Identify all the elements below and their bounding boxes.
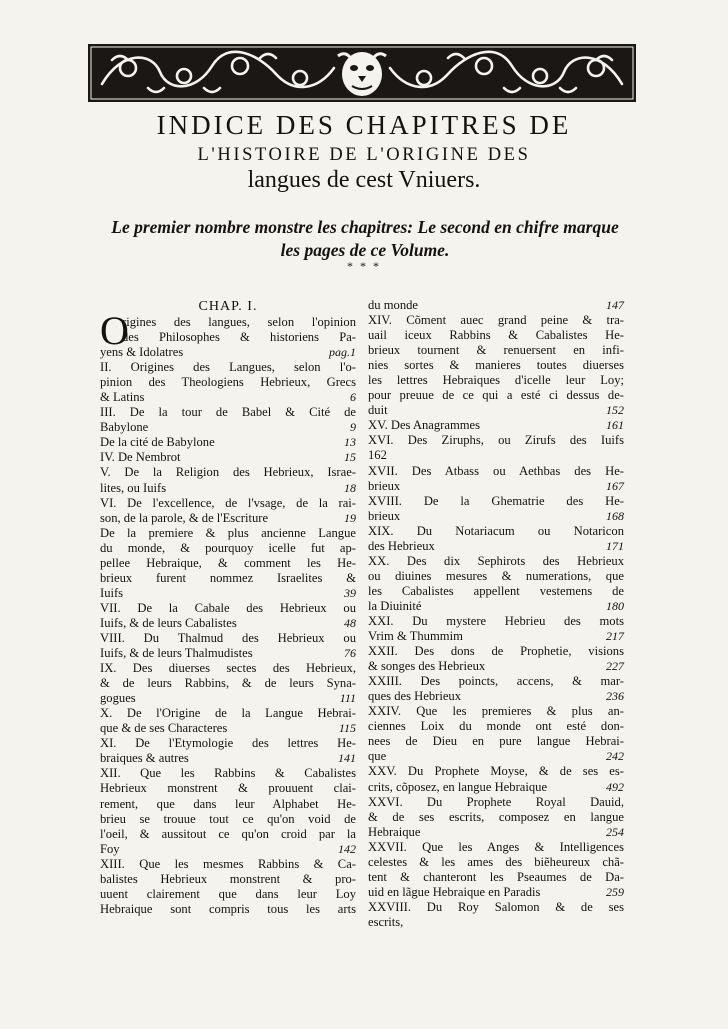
entry-text: Iuifs <box>100 585 124 600</box>
page-number: 259 <box>606 884 624 899</box>
entry-text: uuent clairement que dans leur Loy <box>100 886 356 901</box>
page-number: 15 <box>344 450 356 465</box>
page-number: 236 <box>606 689 624 704</box>
toc-entry-line <box>368 599 624 614</box>
entry-text: yens & Idolatres <box>100 345 184 360</box>
toc-entry-line <box>368 825 624 840</box>
toc-entry-line <box>100 526 356 541</box>
toc-entry-line <box>368 448 624 463</box>
toc-entry-line <box>100 781 356 796</box>
entry-text: XXVIII. Du Roy Salomon & de ses <box>368 899 624 914</box>
entry-text: Iuifs, & de leurs Cabalistes <box>100 615 237 630</box>
toc-entry-line <box>100 481 356 496</box>
entry-text: Hebrieux monstrent & prouuent clai- <box>100 781 356 796</box>
toc-entry-line <box>100 345 356 360</box>
page-number: 39 <box>344 585 356 600</box>
entry-text: Hebraique sont compris tous les arts <box>100 901 356 916</box>
toc-entry-line <box>368 885 624 900</box>
entry-text: Babylone <box>100 420 149 435</box>
toc-entry-line <box>368 418 624 433</box>
toc-entry-line <box>368 298 624 313</box>
toc-entry-line <box>100 496 356 511</box>
toc-entry-line <box>100 872 356 887</box>
toc-entry-line <box>100 721 356 736</box>
entry-text: pellee Hebraique, & comment les He- <box>100 555 356 570</box>
toc-entry-line <box>100 706 356 721</box>
toc-entry-line <box>368 328 624 343</box>
entry-text: brieux tournent & renuersent en infi- <box>368 343 624 358</box>
toc-entry-line <box>100 902 356 917</box>
toc-entry-line <box>368 644 624 659</box>
toc-entry-line <box>100 405 356 420</box>
entry-text: que & de ses Characteres <box>100 721 228 736</box>
entry-text: & de leurs Rabbins, & de leurs Syna- <box>100 676 356 691</box>
toc-entry-line <box>100 631 356 646</box>
entry-text: braiques & autres <box>100 751 189 766</box>
entry-text: brieux furent nommez Israelites & <box>100 570 356 585</box>
page-number: 180 <box>606 598 624 613</box>
toc-entry-line <box>368 915 624 930</box>
toc-entry-line <box>100 390 356 405</box>
page-number: 152 <box>606 403 624 418</box>
entry-text: brieu se trouue tout ce qu'on void de <box>100 811 356 826</box>
toc-entry-line <box>100 556 356 571</box>
toc-entry-line <box>368 704 624 719</box>
toc-entry-line <box>100 827 356 842</box>
entry-text: XXVII. Que les Anges & Intelligences <box>368 839 624 854</box>
toc-entry-line <box>368 764 624 779</box>
page-number: 161 <box>606 418 624 433</box>
drop-cap: O <box>100 308 129 353</box>
entry-text: les lettres Hebraiques d'icelle leur Loy; <box>368 373 624 388</box>
entry-text: que <box>368 749 387 764</box>
entry-text: 162 <box>368 448 387 463</box>
right-column <box>368 298 624 930</box>
entry-text: Hebraique <box>368 824 421 839</box>
page-number: 18 <box>344 480 356 495</box>
title-line-3: langues de cest Vniuers. <box>247 167 481 193</box>
entry-text: Iuifs, & de leurs Thalmudistes <box>100 646 253 661</box>
toc-entry-line <box>368 629 624 644</box>
chapter-heading: CHAP. I. <box>198 299 258 314</box>
page-number: 48 <box>344 615 356 630</box>
entry-text: son, de la parole, & de l'Escriture <box>100 510 269 525</box>
entry-text: XXIV. Que les premieres & plus an- <box>368 704 624 719</box>
page-number: 111 <box>339 691 356 706</box>
toc-entry-line <box>100 766 356 781</box>
toc-entry-line <box>100 375 356 390</box>
ornamental-headpiece <box>88 44 636 102</box>
page-number: 147 <box>606 298 624 312</box>
entry-text: Foy <box>100 841 120 856</box>
toc-entry-line <box>368 719 624 734</box>
page-number: 217 <box>606 629 624 644</box>
toc-entry-line <box>368 539 624 554</box>
subtitle: Le premier nombre monstre les chapitres: Le second en chifre marque les pages de ce Volume. <box>111 217 619 260</box>
entry-text: & songes des Hebrieux <box>368 659 486 674</box>
entry-text: la Diuinité <box>368 598 422 613</box>
toc-entry-line <box>368 614 624 629</box>
page-number: 19 <box>344 510 356 525</box>
entry-text: XV. Des Anagrammes <box>368 418 481 433</box>
entry-text: XXIII. Des poincts, accens, & mar- <box>368 674 624 689</box>
entry-text: balistes Hebrieux monstrent & pro- <box>100 871 356 886</box>
left-column <box>100 298 356 917</box>
entry-text: rigines des langues, selon l'opinion <box>122 315 356 329</box>
toc-entry-line <box>368 780 624 795</box>
toc-entry-line <box>100 571 356 586</box>
toc-entry-line <box>368 584 624 599</box>
entry-text: uid en lãgue Hebraique en Paradis <box>368 884 541 899</box>
page-number: 227 <box>606 659 624 674</box>
page-number: pag.1 <box>329 345 356 360</box>
toc-entry-line <box>368 840 624 855</box>
entry-text: brieux <box>368 478 401 493</box>
entry-text: XX. Des dix Sephirots des Hebrieux <box>368 553 624 568</box>
page-number: 9 <box>350 420 356 435</box>
page-number: 167 <box>606 478 624 493</box>
entry-text: V. De la Religion des Hebrieux, Israe- <box>100 465 356 480</box>
entry-text: XXI. Du mystere Hebrieu des mots <box>368 613 624 628</box>
toc-entry-line <box>100 360 356 375</box>
toc-entry-line <box>100 812 356 827</box>
entry-text: uail iceux Rabbins & Cabalistes He- <box>368 328 624 343</box>
toc-entry-line <box>368 373 624 388</box>
entry-text: XIX. Du Notariacum ou Notaricon <box>368 523 624 538</box>
toc-entry-line <box>368 313 624 328</box>
toc-entry-line <box>100 661 356 676</box>
toc-entry-line <box>368 734 624 749</box>
entry-text: lites, ou Iuifs <box>100 480 167 495</box>
toc-entry-line <box>368 464 624 479</box>
page-number: 6 <box>350 390 356 405</box>
entry-text: celestes & les ames des biẽheureux chã- <box>368 854 624 869</box>
entry-text: nees de Dieu en pure langue Hebrai- <box>368 734 624 749</box>
entry-text: l'oeil, & aussitout ce qu'on croid par la <box>100 826 356 841</box>
entry-text: & Latins <box>100 390 145 405</box>
page-number: 492 <box>606 779 624 794</box>
toc-entry-line <box>100 887 356 902</box>
entry-text: tent & chanteront les Pseaumes de Da- <box>368 869 624 884</box>
toc-entry-line <box>368 749 624 764</box>
entry-text: IV. De Nembrot <box>100 450 181 465</box>
page-number: 141 <box>338 751 356 766</box>
toc-entry-line <box>100 586 356 601</box>
toc-entry-line <box>100 857 356 872</box>
title-line-1: INDICE DES CHAPITRES DE <box>156 110 572 140</box>
entry-text: II. Origines des Langues, selon l'o- <box>100 360 356 375</box>
entry-text: les Cabalistes appellent vestemens de <box>368 583 624 598</box>
entry-text: VII. De la Cabale des Hebrieux ou <box>100 600 356 615</box>
toc-entry-line <box>368 870 624 885</box>
entry-text: XIV. Cõment auec grand peine & tra- <box>368 313 624 328</box>
toc-entry-line <box>368 509 624 524</box>
toc-entry-line <box>100 842 356 857</box>
page-number: 142 <box>338 841 356 856</box>
entry-text: duit <box>368 403 388 418</box>
toc-entry-line <box>368 810 624 825</box>
toc-entry-line <box>368 569 624 584</box>
toc-entry-line <box>368 494 624 509</box>
entry-text: ciennes Loix du monde ont esté don- <box>368 719 624 734</box>
entry-text: nies sortes & manieres toutes diuerses <box>368 358 624 373</box>
toc-entry-line <box>100 676 356 691</box>
entry-text: pinion des Theologiens Hebrieux, Grecs <box>100 375 356 390</box>
page-number: 254 <box>606 824 624 839</box>
entry-text: crits, cõposez, en langue Hebraique <box>368 779 548 794</box>
entry-text: IX. Des diuerses sectes des Hebrieux, <box>100 661 356 676</box>
toc-entry-line <box>100 797 356 812</box>
entry-text: VI. De l'excellence, de l'vsage, de la rai- <box>100 495 356 510</box>
entry-text: des Hebrieux <box>368 538 435 553</box>
toc-entry-line <box>368 388 624 403</box>
toc-entry-line <box>100 420 356 435</box>
entry-text: Vrim & Thummim <box>368 629 463 644</box>
asterism-ornament: * * * <box>347 259 381 273</box>
entry-text: XVII. Des Atbass ou Aethbas des He- <box>368 463 624 478</box>
page-number: 171 <box>606 538 624 553</box>
entry-text: X. De l'Origine de la Langue Hebrai- <box>100 706 356 721</box>
entry-text: XVI. Des Ziruphs, ou Zirufs des Iuifs <box>368 433 624 448</box>
entry-text: du monde <box>368 298 419 312</box>
entry-text: De la cité de Babylone <box>100 435 215 450</box>
entry-text: brieux <box>368 508 401 523</box>
toc-entry-line <box>100 511 356 526</box>
toc-entry-line <box>100 330 356 345</box>
toc-entry-line <box>100 736 356 751</box>
toc-entry-line <box>368 795 624 810</box>
toc-entry-line <box>368 343 624 358</box>
entry-text: escrits, <box>368 914 404 929</box>
entry-text: XXVI. Du Prophete Royal Dauid, <box>368 794 624 809</box>
entry-text: III. De la tour de Babel & Cité de <box>100 405 356 420</box>
entry-text: rement, que dans leur Alphabet He- <box>100 796 356 811</box>
entry-text: De la premiere & plus ancienne Langue <box>100 525 356 540</box>
toc-entry-line <box>368 674 624 689</box>
toc-entry-line <box>100 450 356 465</box>
entry-text: gogues <box>100 691 136 706</box>
toc-entry-line <box>368 554 624 569</box>
toc-entry-line <box>100 646 356 661</box>
toc-entry-line <box>100 541 356 556</box>
page-number: 115 <box>338 721 356 736</box>
toc-entry-line <box>368 900 624 915</box>
page-number: 13 <box>344 435 356 450</box>
entry-text: XI. De l'Etymologie des lettres He- <box>100 736 356 751</box>
toc-entry-line <box>100 616 356 631</box>
entry-text: des Philosophes & historiens Pa- <box>122 330 356 345</box>
toc-entry-line <box>100 435 356 450</box>
entry-text: VIII. Du Thalmud des Hebrieux ou <box>100 630 356 645</box>
toc-entry-line <box>368 689 624 704</box>
toc-entry-line <box>100 751 356 766</box>
entry-text: ques des Hebrieux <box>368 689 462 704</box>
entry-text: ou diuines mesures & numerations, que <box>368 568 624 583</box>
toc-entry-line <box>368 403 624 418</box>
entry-text: XXII. Des dons de Prophetie, visions <box>368 644 624 659</box>
entry-text: XVIII. De la Ghematrie des He- <box>368 493 624 508</box>
entry-text: pour preuue de ce qui a esté ci dessus de- <box>368 388 624 403</box>
page-number: 242 <box>606 749 624 764</box>
title-line-2: L'HISTOIRE DE L'ORIGINE DES <box>197 145 531 165</box>
toc-entry-line <box>368 433 624 448</box>
toc-entry-line <box>368 659 624 674</box>
toc-entry-line <box>368 358 624 373</box>
entry-text: du monde, & pourquoy icelle fut ap- <box>100 540 356 555</box>
entry-text: XXV. Du Prophete Moyse, & de ses es- <box>368 764 624 779</box>
toc-entry-line <box>368 524 624 539</box>
page-number: 76 <box>344 646 356 661</box>
entry-text: XII. Que les Rabbins & Cabalistes <box>100 766 356 781</box>
toc-entry-line <box>368 479 624 494</box>
entry-text: & de ses escrits, composez en langue <box>368 809 624 824</box>
entry-text: XIII. Que les mesmes Rabbins & Ca- <box>100 856 356 871</box>
toc-entry-line <box>100 601 356 616</box>
page-number: 168 <box>606 508 624 523</box>
toc-entry-line <box>100 691 356 706</box>
toc-entry-line <box>368 855 624 870</box>
toc-entry-line <box>100 315 356 330</box>
toc-entry-line <box>100 465 356 480</box>
